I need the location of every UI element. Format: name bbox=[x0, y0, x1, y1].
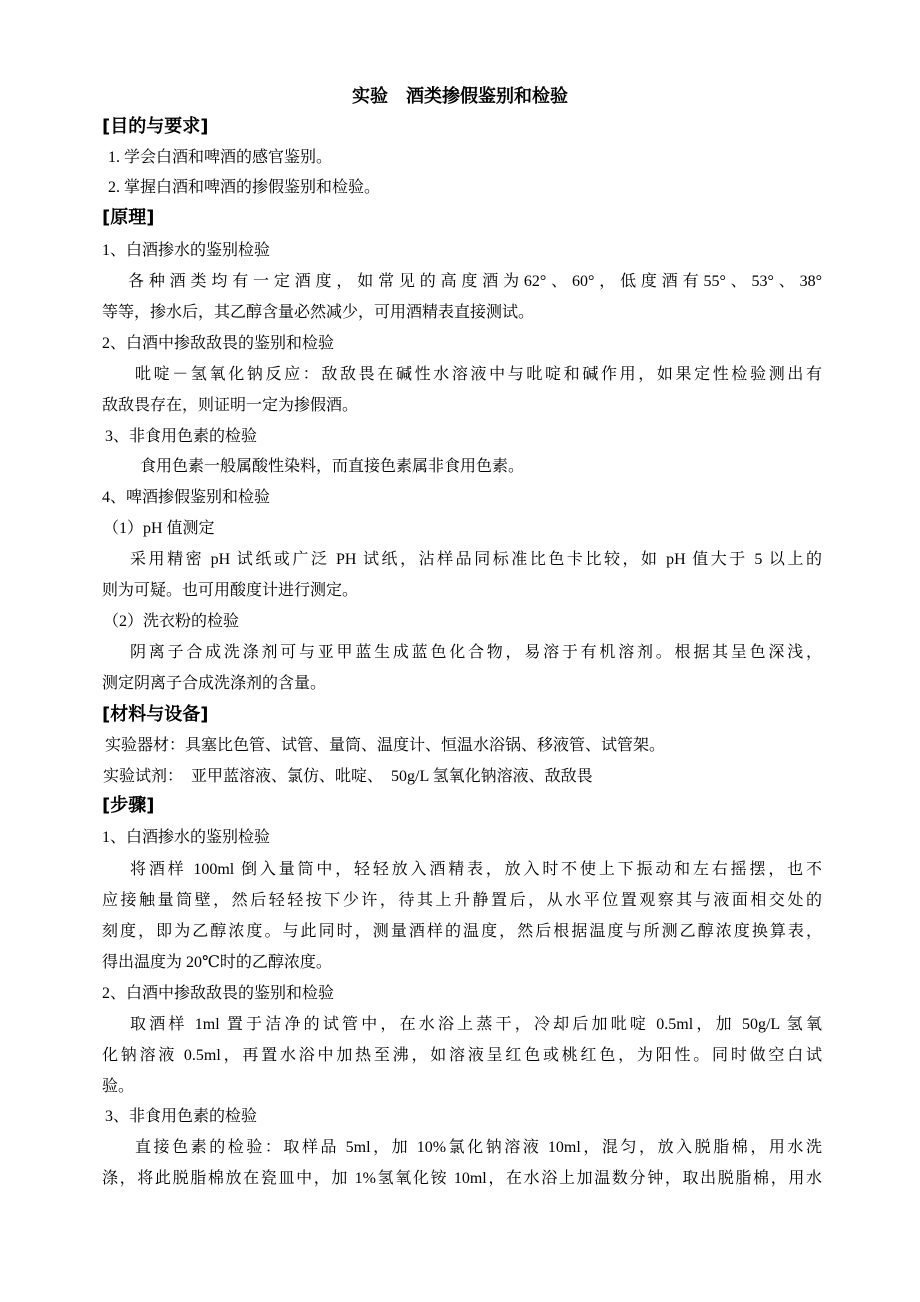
paragraph-line: 刻度，即为乙醇浓度。与此同时，测量酒样的温度，然后根据温度与所测乙醇浓度换算表， bbox=[102, 923, 822, 940]
subheading: 1、白酒掺水的鉴别检验 bbox=[102, 829, 271, 846]
paragraph-line: 取酒样 1ml 置于洁净的试管中，在水浴上蒸干，冷却后加吡啶 0.5ml，加 50g/L 氢氧 bbox=[130, 1016, 822, 1033]
equipment-list: 实验器材：具塞比色管、试管、量筒、温度计、恒温水浴锅、移液管、试管架。 bbox=[105, 737, 666, 754]
subheading: （2）洗衣粉的检验 bbox=[103, 613, 240, 630]
subheading: 3、非食用色素的检验 bbox=[105, 428, 258, 445]
subheading: 3、非食用色素的检验 bbox=[105, 1108, 258, 1125]
subheading: 2、白酒中掺敌敌畏的鉴别和检验 bbox=[102, 985, 335, 1002]
paragraph-line: 等等，掺水后，其乙醇含量必然减少，可用酒精表直接测试。 bbox=[102, 304, 535, 321]
subheading: 1、白酒掺水的鉴别检验 bbox=[102, 242, 271, 259]
subheading: 2、白酒中掺敌敌畏的鉴别和检验 bbox=[102, 335, 335, 352]
paragraph-line: 采用精密 pH 试纸或广泛 PH 试纸，沾样品同标准比色卡比较，如 pH 值大于 5 以上的 bbox=[130, 551, 822, 568]
reagent-list: 实验试剂： 亚甲蓝溶液、氯仿、吡啶、 50g/L 氢氧化钠溶液、敌敌畏 bbox=[103, 768, 593, 785]
aim-item: 2. 掌握白酒和啤酒的掺假鉴别和检验。 bbox=[108, 179, 381, 196]
paragraph-line: 测定阴离子合成洗涤剂的含量。 bbox=[102, 675, 327, 692]
subheading: 4、啤酒掺假鉴别和检验 bbox=[102, 489, 271, 506]
page-title: 实验 酒类掺假鉴别和检验 bbox=[352, 86, 568, 107]
paragraph-line: 阴离子合成洗涤剂可与亚甲蓝生成蓝色化合物，易溶于有机溶剂。根据其呈色深浅， bbox=[130, 644, 822, 661]
paragraph-line: 直接色素的检验：取样品 5ml，加 10%氯化钠溶液 10ml，混匀，放入脱脂棉，用水洗 bbox=[135, 1139, 822, 1156]
paragraph-line: 食用色素一般属酸性染料，而直接色素属非食用色素。 bbox=[140, 458, 525, 475]
heading-principle: [原理] bbox=[102, 207, 155, 228]
heading-steps: [步骤] bbox=[102, 795, 155, 816]
paragraph-line: 吡啶－氢氧化钠反应：敌敌畏在碱性水溶液中与吡啶和碱作用，如果定性检验测出有 bbox=[135, 366, 822, 383]
paragraph-line: 验。 bbox=[102, 1078, 135, 1095]
paragraph-line: 化钠溶液 0.5ml，再置水浴中加热至沸，如溶液呈红色或桃红色，为阳性。同时做空白试 bbox=[102, 1047, 822, 1064]
heading-materials: [材料与设备] bbox=[102, 704, 209, 725]
paragraph-line: 将酒样 100ml 倒入量筒中，轻轻放入酒精表，放入时不使上下振动和左右摇摆，也不 bbox=[130, 861, 822, 878]
paragraph-line: 敌敌畏存在，则证明一定为掺假酒。 bbox=[102, 397, 359, 414]
subheading: （1）pH 值测定 bbox=[103, 520, 215, 537]
paragraph-line: 则为可疑。也可用酸度计进行测定。 bbox=[102, 582, 359, 599]
paragraph-line: 涤，将此脱脂棉放在瓷皿中，加 1%氢氧化铵 10ml，在水浴上加温数分钟，取出脱脂棉，用水 bbox=[102, 1170, 822, 1187]
paragraph-line: 得出温度为 20℃时的乙醇浓度。 bbox=[102, 954, 332, 971]
heading-aim: [目的与要求] bbox=[102, 116, 209, 137]
paragraph-line: 各种酒类均有一定酒度，如常见的高度酒为62°、60°，低度酒有55°、53°、38° bbox=[128, 273, 822, 290]
paragraph-line: 应接触量筒壁，然后轻轻按下少许，待其上升静置后，从水平位置观察其与液面相交处的 bbox=[102, 892, 822, 909]
aim-item: 1. 学会白酒和啤酒的感官鉴别。 bbox=[108, 149, 333, 166]
